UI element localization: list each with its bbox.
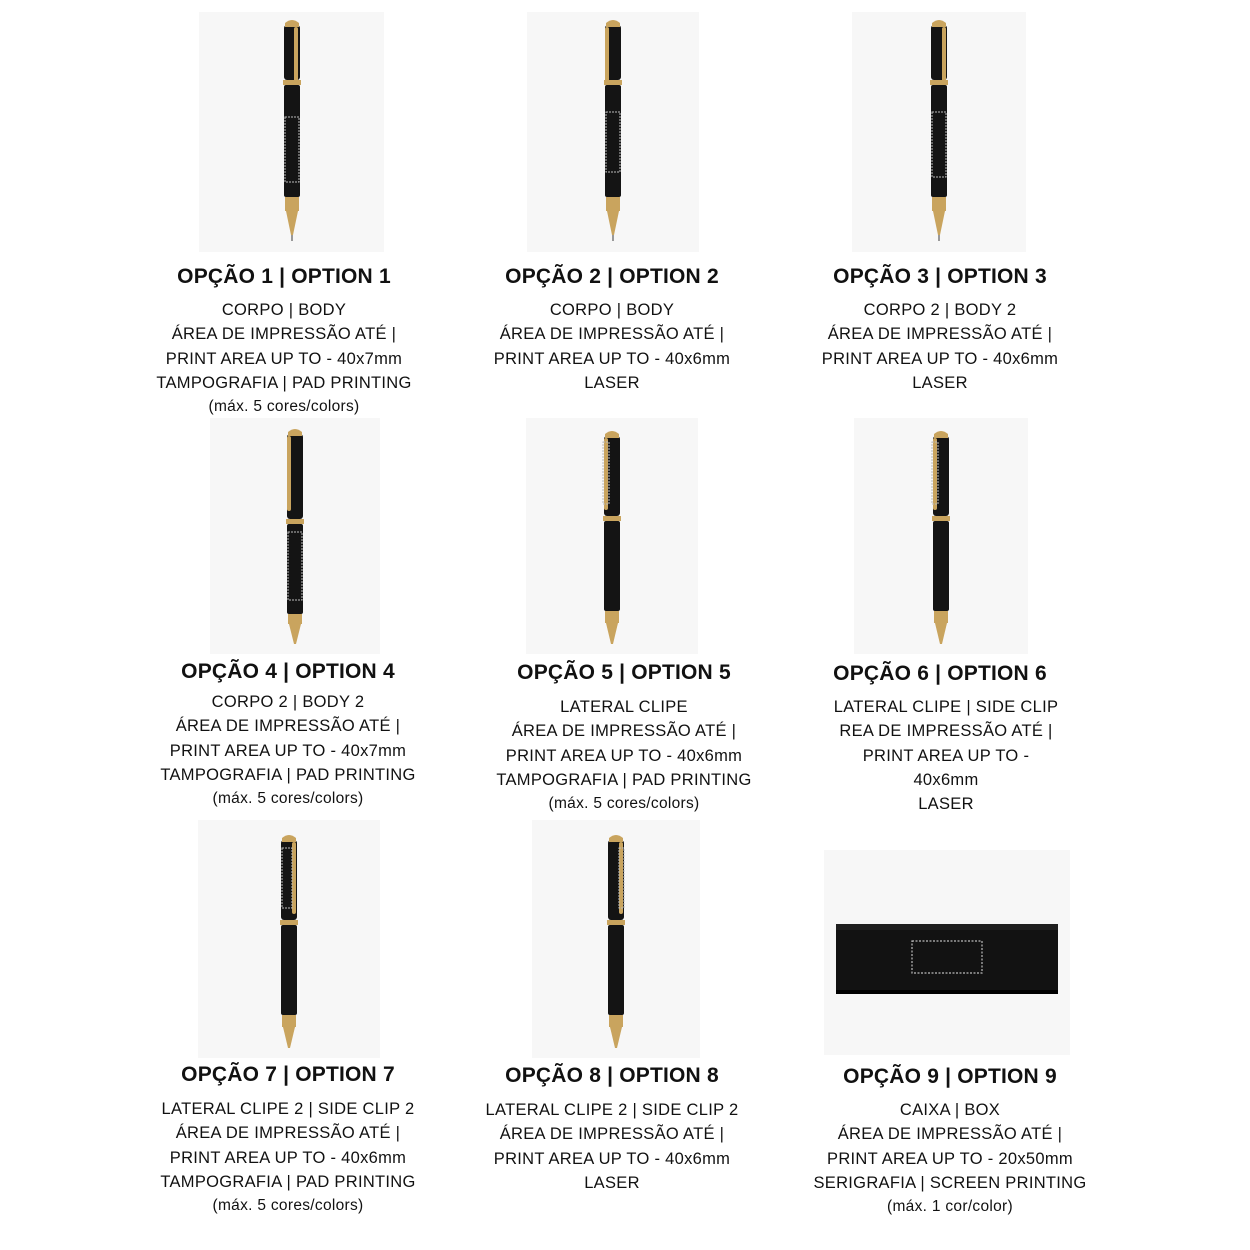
- pen-icon: [596, 826, 636, 1056]
- option-details: [108, 1097, 468, 1218]
- option-title: OPÇÃO 2 | OPTION 2: [505, 265, 719, 288]
- detail-line: (máx. 1 cor/color): [887, 1198, 1013, 1216]
- option-details: [432, 1098, 792, 1195]
- detail-line: TAMPOGRAFIA | PAD PRINTING: [160, 765, 416, 784]
- option-title: OPÇÃO 5 | OPTION 5: [517, 661, 731, 684]
- detail-line: PRINT AREA UP TO - 40x7mm: [169, 741, 407, 760]
- pen-icon: [592, 422, 632, 652]
- detail-line: LATERAL CLIPE 2 | SIDE CLIP 2: [485, 1101, 739, 1119]
- detail-line: 40x6mm: [913, 770, 979, 789]
- product-photo: [199, 12, 384, 252]
- detail-line: TAMPOGRAFIA | PAD PRINTING: [156, 373, 412, 392]
- detail-line: REA DE IMPRESSÃO ATÉ |: [839, 722, 1053, 741]
- option-details: [432, 298, 792, 395]
- detail-line: LATERAL CLIPE | SIDE CLIP: [833, 698, 1059, 716]
- detail-line: PRINT AREA UP TO - 40x6mm: [169, 1148, 407, 1167]
- option-title: OPÇÃO 1 | OPTION 1: [177, 265, 391, 288]
- option-details: [766, 695, 1126, 816]
- detail-line: ÁREA DE IMPRESSÃO ATÉ |: [499, 1125, 725, 1144]
- detail-line: PRINT AREA UP TO - 20x50mm: [827, 1149, 1073, 1168]
- gift-box-icon: [824, 850, 1070, 1055]
- detail-line: PRINT AREA UP TO - 40x6mm: [821, 349, 1059, 368]
- product-photo: [526, 418, 698, 654]
- detail-line: LATERAL CLIPE 2 | SIDE CLIP 2: [161, 1100, 415, 1118]
- detail-line: (máx. 5 cores/colors): [548, 795, 700, 813]
- pen-icon: [272, 17, 312, 247]
- pen-icon: [269, 826, 309, 1056]
- option-details: [104, 298, 464, 419]
- product-photo: [527, 12, 699, 252]
- detail-line: ÁREA DE IMPRESSÃO ATÉ |: [171, 325, 397, 344]
- product-photo: [210, 418, 380, 654]
- product-photo: [824, 850, 1070, 1055]
- option-title: OPÇÃO 9 | OPTION 9: [843, 1065, 1057, 1088]
- pen-icon: [275, 422, 315, 652]
- option-title: OPÇÃO 4 | OPTION 4: [181, 660, 395, 683]
- detail-line: ÁREA DE IMPRESSÃO ATÉ |: [175, 1124, 401, 1143]
- detail-line: PRINT AREA UP TO - 40x6mm: [493, 349, 731, 368]
- detail-line: CORPO 2 | BODY 2: [863, 301, 1017, 319]
- detail-line: ÁREA DE IMPRESSÃO ATÉ |: [827, 325, 1053, 344]
- detail-line: CORPO 2 | BODY 2: [211, 693, 365, 711]
- product-photo: [854, 418, 1028, 654]
- detail-line: LATERAL CLIPE: [560, 698, 688, 716]
- option-details: [444, 695, 804, 816]
- detail-line: PRINT AREA UP TO - 40x7mm: [165, 349, 403, 368]
- pen-icon: [921, 422, 961, 652]
- detail-line: LASER: [918, 795, 974, 814]
- detail-line: PRINT AREA UP TO -: [862, 746, 1030, 765]
- detail-line: (máx. 5 cores/colors): [212, 1197, 364, 1215]
- detail-line: SERIGRAFIA | SCREEN PRINTING: [813, 1173, 1087, 1192]
- detail-line: TAMPOGRAFIA | PAD PRINTING: [160, 1172, 416, 1191]
- detail-line: ÁREA DE IMPRESSÃO ATÉ |: [499, 325, 725, 344]
- option-title: OPÇÃO 3 | OPTION 3: [833, 265, 1047, 288]
- detail-line: (máx. 5 cores/colors): [212, 790, 364, 808]
- detail-line: LASER: [912, 373, 968, 392]
- option-title: OPÇÃO 7 | OPTION 7: [181, 1063, 395, 1086]
- detail-line: CORPO | BODY: [549, 301, 675, 319]
- option-details: [108, 690, 468, 811]
- detail-line: ÁREA DE IMPRESSÃO ATÉ |: [175, 717, 401, 736]
- pen-icon: [593, 17, 633, 247]
- detail-line: LASER: [584, 373, 640, 392]
- detail-line: ÁREA DE IMPRESSÃO ATÉ |: [837, 1125, 1063, 1144]
- product-photo: [198, 820, 380, 1058]
- option-title: OPÇÃO 8 | OPTION 8: [505, 1064, 719, 1087]
- detail-line: TAMPOGRAFIA | PAD PRINTING: [496, 770, 752, 789]
- detail-line: (máx. 5 cores/colors): [208, 398, 360, 416]
- detail-line: PRINT AREA UP TO - 40x6mm: [493, 1149, 731, 1168]
- product-photo: [532, 820, 700, 1058]
- detail-line: LASER: [584, 1173, 640, 1192]
- detail-line: CORPO | BODY: [221, 301, 347, 319]
- detail-line: CAIXA | BOX: [899, 1101, 1001, 1119]
- option-details: [770, 1098, 1130, 1219]
- product-photo: [852, 12, 1026, 252]
- option-details: [760, 298, 1120, 395]
- detail-line: PRINT AREA UP TO - 40x6mm: [505, 746, 743, 765]
- option-title: OPÇÃO 6 | OPTION 6: [833, 662, 1047, 685]
- detail-line: ÁREA DE IMPRESSÃO ATÉ |: [511, 722, 737, 741]
- pen-icon: [919, 17, 959, 247]
